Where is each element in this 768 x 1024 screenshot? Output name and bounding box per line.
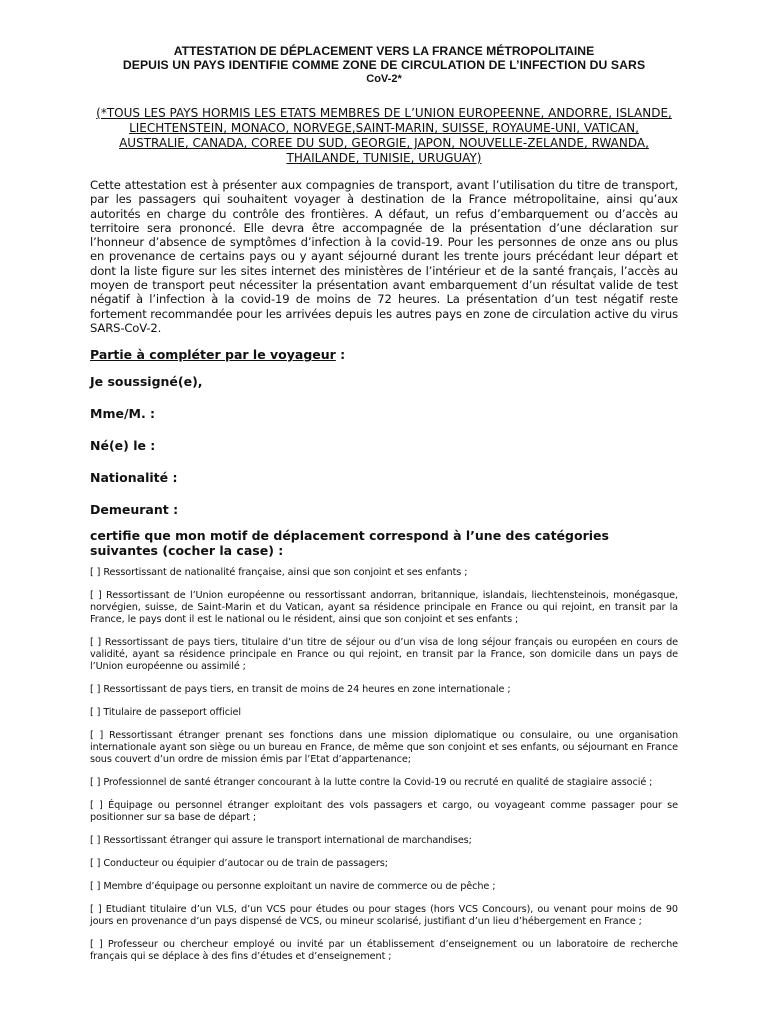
title-line-1: ATTESTATION DE DÉPLACEMENT VERS LA FRANCE MÉTROPOLITAINE [173, 44, 595, 58]
section-heading-colon: : [335, 347, 346, 363]
reason-option-checkbox[interactable]: [ ] Ressortissant de pays tiers, en transit de moins de 24 heures en zone internationale ; [90, 684, 511, 696]
reason-option-checkbox[interactable]: [ ] Titulaire de passeport officiel [90, 707, 241, 719]
certify-statement: certifie que mon motif de déplacement correspond à l’une des catégories suivantes (cocher la case) : [90, 528, 609, 559]
reason-option-checkbox[interactable]: [ ] Professionnel de santé étranger concourant à la lutte contre la Covid-19 ou recruté en qualité de stagiaire associé ; [90, 777, 653, 789]
field-name[interactable]: Mme/M. : [90, 406, 156, 422]
field-residence[interactable]: Demeurant : [90, 502, 179, 518]
reason-option-checkbox[interactable]: [ ] Professeur ou chercheur employé ou invité par un établissement d’enseignement ou un laboratoire de recherche français qui se déplace à des fins d’études et d’enseignement ; [90, 939, 678, 963]
reason-option-checkbox[interactable]: [ ] Ressortissant étranger qui assure le transport international de marchandises; [90, 835, 472, 847]
reason-option-checkbox[interactable]: [ ] Ressortissant de l’Union européenne ou ressortissant andorran, britannique, islandais, liechtensteinois, monégasque, norvégien, suisse, de Saint-Marin et du Vatican, ayant sa résidence principale en France ou qui rejoint, en transit par la France, le pays dont il est le national ou le résident, ainsi que son conjoint et ses enfants ; [90, 590, 678, 626]
section-heading [90, 347, 678, 362]
field-soussigne: Je soussigné(e), [90, 374, 203, 390]
title-line-2: DEPUIS UN PAYS IDENTIFIE COMME ZONE DE CIRCULATION DE L’INFECTION DU SARS [122, 58, 646, 72]
intro-paragraph: Cette attestation est à présenter aux compagnies de transport, avant l’utilisation du titre de transport, par les passagers qui souhaitent voyager à destination de la France métropolitaine, ainsi qu’aux autorités en charge du contrôle des frontières. A défaut, un refus d’embarquement ou d’accès au territoire sera prononcé. Elle devra être accompagnée de la présentation d’une déclaration sur l’honneur d’absence de symptômes d’infection à la covid-19. Pour les personnes de onze ans ou plus en provenance de certains pays ou y ayant séjourné durant les trente jours précédant leur départ et dont la liste figure sur les sites internet des ministères de l’intérieur et de la santé français, l’accès au moyen de transport peut nécessiter la présentation avant embarquement d’un résultat valide de test négatif à l’infection à la covid-19 de moins de 72 heures. La présentation d’un test négatif reste fortement recommandée pour les arrivées depuis les autres pays en zone de circulation active du virus SARS-CoV-2. [90, 178, 678, 335]
reason-option-checkbox[interactable]: [ ] Ressortissant de pays tiers, titulaire d’un titre de séjour ou d’un visa de long séjour français ou européen en cours de validité, ayant sa résidence principale en France ou qui rejoint, en transit par la France, son domicile dans un pays de l’Union européenne ou assimilé ; [90, 637, 678, 673]
reason-option-checkbox[interactable]: [ ] Ressortissant étranger prenant ses fonctions dans une mission diplomatique ou consulaire, ou une organisation internationale ayant son siège ou un bureau en France, de même que son conjoint et ses enfants, ou séjournant en France sous couvert d’un ordre de mission émis par l’Etat d’appartenance; [90, 730, 678, 766]
reason-option-checkbox[interactable]: [ ] Conducteur ou équipier d’autocar ou de train de passagers; [90, 858, 388, 870]
reason-option-checkbox[interactable]: [ ] Etudiant titulaire d’un VLS, d’un VCS pour études ou pour stages (hors VCS Concours), ou venant pour moins de 90 jours en provenance d’un pays dispensé de VCS, ou mineur scolarisé, justifiant d’un lieu d’hébergement en France ; [90, 904, 678, 928]
section-heading-text: Partie à compléter par le voyageur [90, 347, 336, 363]
field-birth-date[interactable]: Né(e) le : [90, 438, 156, 454]
field-nationality[interactable]: Nationalité : [90, 470, 178, 486]
countries-exception-note: (*TOUS LES PAYS HORMIS LES ETATS MEMBRES DE L’UNION EUROPEENNE, ANDORRE, ISLANDE, LIECHTENSTEIN, MONACO, NORVEGE,SAINT-MARIN, SUISSE, ROYAUME-UNI, VATICAN, AUSTRALIE, CANADA, COREE DU SUD, GEORGIE, JAPON, NOUVELLE-ZELANDE, RWANDA, THAILANDE, TUNISIE, URUGUAY) [96, 106, 672, 165]
reason-option-checkbox[interactable]: [ ] Membre d’équipage ou personne exploitant un navire de commerce ou de pêche ; [90, 881, 496, 893]
reason-options-list [90, 567, 678, 963]
reason-option-checkbox[interactable]: [ ] Équipage ou personnel étranger exploitant des vols passagers et cargo, ou voyageant comme passager pour se positionner sur sa base de départ ; [90, 800, 678, 824]
reason-option-checkbox[interactable]: [ ] Ressortissant de nationalité française, ainsi que son conjoint et ses enfants ; [90, 567, 468, 579]
title-line-3: CoV-2* [366, 73, 402, 85]
